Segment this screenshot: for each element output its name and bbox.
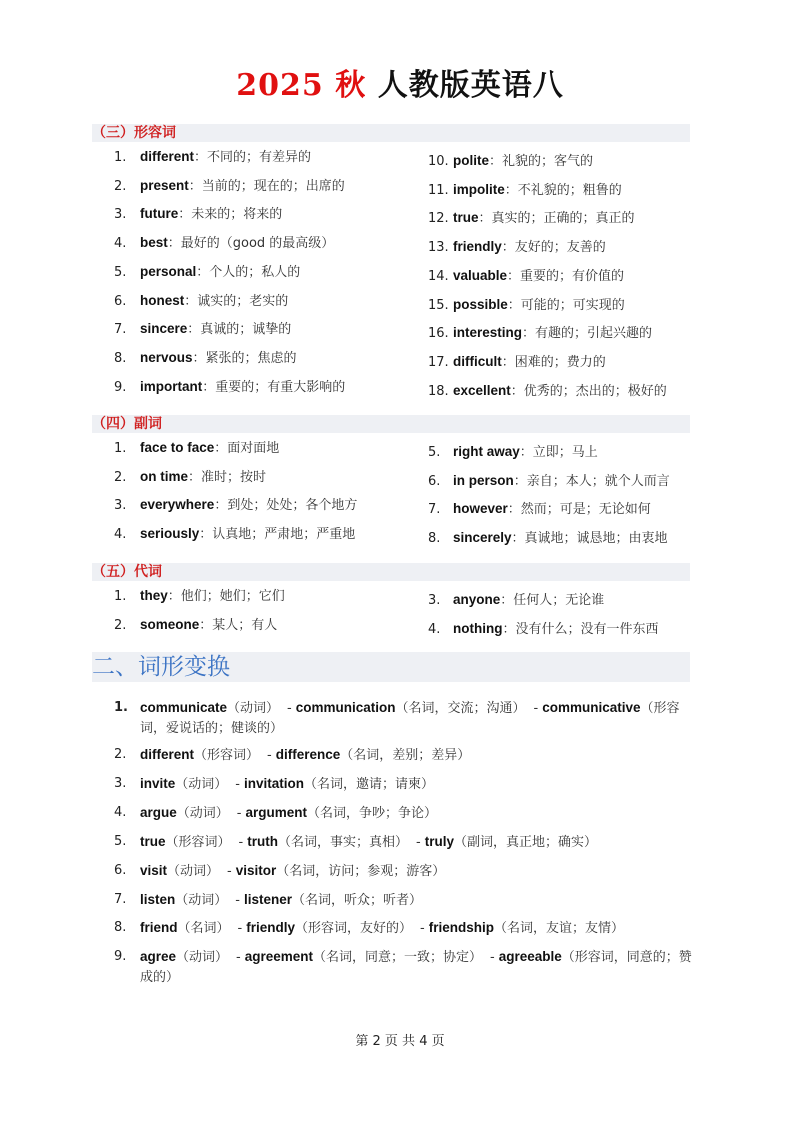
chinese-meaning: ：最好的（good 的最高级） xyxy=(167,236,335,252)
chinese-meaning: ：有趣的；引起兴趣的 xyxy=(522,326,653,342)
word-form: argument xyxy=(245,805,307,820)
part-of-speech-note: （名词，邀请；请柬） xyxy=(303,777,434,792)
english-word: important xyxy=(140,378,203,394)
item-number: 14. xyxy=(428,268,449,284)
item-number: 5. xyxy=(114,834,127,849)
title-main: 人教版英语八 xyxy=(377,68,564,103)
item-number: 5. xyxy=(428,445,441,460)
title-year: 2025 秋 xyxy=(236,68,367,103)
word-form-item xyxy=(114,861,694,882)
word-form: agreeable xyxy=(498,949,562,964)
vocab-item xyxy=(428,180,622,200)
vocab-item xyxy=(114,438,279,458)
chinese-meaning: ：不同的；有差异的 xyxy=(194,150,312,165)
english-word: possible xyxy=(453,296,508,312)
part-of-speech-note: （动词） xyxy=(176,950,229,965)
vocab-item xyxy=(428,151,593,171)
vocab-item xyxy=(428,528,668,548)
part-of-speech-note: （名词，同意；一致；协定） xyxy=(313,950,483,965)
form-separator: - xyxy=(237,921,243,936)
item-number: 12. xyxy=(428,211,449,227)
word-form-body xyxy=(140,890,694,911)
english-word: however xyxy=(453,501,508,517)
word-form: visit xyxy=(140,863,168,878)
word-form: communication xyxy=(295,700,396,715)
item-number: 9. xyxy=(114,949,127,964)
word-form: invite xyxy=(140,776,176,791)
word-form-body xyxy=(140,774,694,795)
english-word: they xyxy=(140,588,168,603)
word-form-body xyxy=(140,861,694,882)
chinese-meaning: ：认真地；严肃地；严重地 xyxy=(199,527,356,543)
english-word: different xyxy=(140,149,194,164)
chinese-meaning: ：真实的；正确的；真正的 xyxy=(478,211,635,227)
item-number: 4. xyxy=(114,805,127,820)
form-separator: - xyxy=(416,835,421,850)
word-form: agreement xyxy=(244,949,314,964)
section-heading-adverbs: （四）副词 xyxy=(92,415,690,433)
vocab-item xyxy=(114,586,285,606)
item-number: 3. xyxy=(114,207,127,223)
part-of-speech-note: （形容词） xyxy=(165,835,231,850)
vocab-item xyxy=(428,442,598,462)
english-word: someone xyxy=(140,616,200,632)
item-number: 2. xyxy=(114,469,127,485)
item-number: 7. xyxy=(114,322,127,338)
word-form: communicative xyxy=(542,700,641,715)
word-form-item xyxy=(114,918,694,939)
item-number: 4. xyxy=(428,621,441,637)
form-separator: - xyxy=(235,893,240,908)
chinese-meaning: ：友好的；友善的 xyxy=(501,240,606,256)
part-of-speech-note: （动词） xyxy=(176,806,229,821)
item-number: 8. xyxy=(428,531,441,547)
item-number: 6. xyxy=(114,293,127,309)
chinese-meaning: ：礼貌的；客气的 xyxy=(489,154,594,169)
vocab-item xyxy=(114,291,288,311)
item-number: 1. xyxy=(114,589,127,604)
english-word: interesting xyxy=(453,325,523,341)
english-word: nothing xyxy=(453,620,503,636)
chinese-meaning: ：优秀的；杰出的；极好的 xyxy=(510,383,667,399)
word-form: listener xyxy=(243,892,293,907)
part-of-speech-note: （名词） xyxy=(177,921,230,936)
english-word: friendly xyxy=(453,239,502,255)
english-word: difficult xyxy=(453,353,502,369)
vocab-item xyxy=(428,619,659,639)
chinese-meaning: ：未来的；将来的 xyxy=(178,207,283,223)
form-separator: - xyxy=(238,835,244,850)
item-number: 2. xyxy=(114,747,127,762)
item-number: 5. xyxy=(114,264,127,280)
part-of-speech-note: （动词） xyxy=(227,701,280,716)
word-form: truly xyxy=(424,834,454,849)
form-separator: - xyxy=(420,921,425,936)
word-form-item xyxy=(114,832,694,853)
vocab-item xyxy=(114,262,300,282)
chinese-meaning: ：困难的；费力的 xyxy=(501,354,606,370)
part-of-speech-note: （形容词，同意的；赞成的） xyxy=(140,950,692,985)
english-word: on time xyxy=(140,468,189,484)
vocab-item xyxy=(114,495,357,515)
word-form-body xyxy=(140,745,694,766)
vocab-item xyxy=(114,147,311,167)
english-word: excellent xyxy=(453,382,511,398)
chinese-meaning: ：当前的；现在的；出席的 xyxy=(188,178,345,194)
english-word: true xyxy=(453,210,479,226)
chinese-meaning: ：重要的；有价值的 xyxy=(507,268,625,284)
item-number: 1. xyxy=(114,150,127,165)
vocab-item xyxy=(428,295,625,315)
item-number: 15. xyxy=(428,297,449,313)
vocab-item xyxy=(428,237,606,257)
form-separator: - xyxy=(227,864,232,879)
item-number: 1. xyxy=(114,700,128,715)
part-of-speech-note: （动词） xyxy=(175,893,228,908)
english-word: sincere xyxy=(140,321,188,337)
vocab-item xyxy=(114,524,355,544)
part-of-speech-note: （名词，友谊；友情） xyxy=(493,921,624,936)
word-form: friendly xyxy=(246,920,295,935)
chinese-meaning: ：然而；可是；无论如何 xyxy=(507,502,651,518)
word-form: friend xyxy=(140,920,178,935)
part-of-speech-note: （名词，事实；真相） xyxy=(277,835,408,850)
section-heading-word-forms: 二、词形变换 xyxy=(92,652,690,682)
chinese-meaning: ：没有什么；没有一件东西 xyxy=(502,621,659,637)
part-of-speech-note: （名词，听众；听者） xyxy=(292,893,423,908)
vocab-item xyxy=(428,381,667,401)
english-word: polite xyxy=(453,153,489,168)
item-number: 4. xyxy=(114,527,127,543)
word-form-item xyxy=(114,774,694,795)
word-form: different xyxy=(140,747,194,762)
english-word: anyone xyxy=(453,592,501,607)
item-number: 6. xyxy=(114,863,127,878)
chinese-meaning: ：亲自；本人；就个人而言 xyxy=(513,473,670,489)
chinese-meaning: ：可能的；可实现的 xyxy=(507,297,625,313)
form-separator: - xyxy=(267,748,272,763)
part-of-speech-note: （名词，争吵；争论） xyxy=(307,806,438,821)
chinese-meaning: ：准时；按时 xyxy=(188,469,267,485)
word-form-body xyxy=(140,803,694,824)
word-form-body xyxy=(140,832,694,853)
form-separator: - xyxy=(490,950,495,965)
vocab-item xyxy=(428,499,651,519)
chinese-meaning: ：真诚的；诚挚的 xyxy=(187,322,292,338)
chinese-meaning: ：诚实的；老实的 xyxy=(184,293,289,309)
document-title xyxy=(0,60,800,104)
word-form-item xyxy=(114,745,694,766)
part-of-speech-note: （形容词，爱说话的；健谈的） xyxy=(140,701,680,736)
vocab-item xyxy=(428,590,604,610)
english-word: best xyxy=(140,235,168,251)
chinese-meaning: ：重要的；有重大影响的 xyxy=(202,379,346,395)
part-of-speech-note: （动词） xyxy=(175,777,228,792)
word-form: true xyxy=(140,834,166,849)
english-word: in person xyxy=(453,472,514,488)
item-number: 4. xyxy=(114,236,127,252)
item-number: 9. xyxy=(114,379,127,395)
item-number: 3. xyxy=(114,776,127,791)
part-of-speech-note: （形容词，友好的） xyxy=(295,921,413,936)
chinese-meaning: ：面对面地 xyxy=(214,441,280,456)
part-of-speech-note: （动词） xyxy=(167,864,220,879)
english-word: valuable xyxy=(453,267,508,283)
english-word: impolite xyxy=(453,181,505,197)
chinese-meaning: ：立即；马上 xyxy=(519,445,598,460)
item-number: 18. xyxy=(428,383,449,399)
vocab-item xyxy=(114,176,345,196)
word-form-body xyxy=(140,698,694,739)
word-form: communicate xyxy=(140,700,228,715)
word-form: friendship xyxy=(428,920,494,935)
chinese-meaning: ：某人；有人 xyxy=(199,617,278,633)
vocab-item xyxy=(114,233,334,253)
word-form-item xyxy=(114,803,694,824)
english-word: sincerely xyxy=(453,530,512,546)
word-form-body xyxy=(140,947,694,988)
item-number: 8. xyxy=(114,920,127,935)
vocab-item xyxy=(114,467,266,487)
form-separator: - xyxy=(287,701,292,716)
english-word: future xyxy=(140,206,179,222)
english-word: face to face xyxy=(140,440,215,455)
vocab-item xyxy=(114,615,277,635)
word-form: visitor xyxy=(235,863,277,878)
chinese-meaning: ：紧张的；焦虑的 xyxy=(192,350,297,366)
section-heading-adjectives: （三）形容词 xyxy=(92,124,690,142)
english-word: seriously xyxy=(140,526,200,542)
english-word: everywhere xyxy=(140,497,215,513)
part-of-speech-note: （名词，访问；参观；游客） xyxy=(276,864,446,879)
item-number: 2. xyxy=(114,178,127,194)
item-number: 1. xyxy=(114,441,127,456)
item-number: 3. xyxy=(428,593,441,608)
item-number: 7. xyxy=(114,892,127,907)
vocab-item xyxy=(114,204,282,224)
part-of-speech-note: （副词，真正地；确实） xyxy=(453,835,597,850)
item-number: 2. xyxy=(114,617,127,633)
chinese-meaning: ：他们；她们；它们 xyxy=(167,589,285,604)
form-separator: - xyxy=(236,950,241,965)
chinese-meaning: ：任何人；无论谁 xyxy=(500,593,605,608)
part-of-speech-note: （形容词） xyxy=(194,748,260,763)
item-number: 10. xyxy=(428,154,449,169)
english-word: nervous xyxy=(140,349,193,365)
item-number: 8. xyxy=(114,350,127,366)
word-form: agree xyxy=(140,949,177,964)
item-number: 6. xyxy=(428,473,441,489)
english-word: personal xyxy=(140,263,197,279)
word-form: truth xyxy=(247,834,278,849)
word-form: listen xyxy=(140,892,176,907)
english-word: right away xyxy=(453,444,520,459)
form-separator: - xyxy=(533,701,539,716)
item-number: 13. xyxy=(428,240,449,256)
word-form-item xyxy=(114,698,694,739)
section-heading-pronouns: （五）代词 xyxy=(92,563,690,581)
word-form-item xyxy=(114,890,694,911)
part-of-speech-note: （名词，交流；沟通） xyxy=(395,701,526,716)
item-number: 16. xyxy=(428,326,449,342)
vocab-item xyxy=(114,319,291,339)
word-form: invitation xyxy=(243,776,304,791)
word-form-item xyxy=(114,947,694,988)
vocab-item xyxy=(114,377,345,397)
vocab-item xyxy=(114,348,297,368)
vocab-item xyxy=(428,471,670,491)
chinese-meaning: ：到处；处处；各个地方 xyxy=(214,498,358,514)
item-number: 3. xyxy=(114,498,127,514)
word-form: difference xyxy=(275,747,341,762)
item-number: 17. xyxy=(428,354,449,370)
english-word: honest xyxy=(140,292,185,308)
chinese-meaning: ：不礼貌的；粗鲁的 xyxy=(504,182,622,198)
english-word: present xyxy=(140,177,189,193)
form-separator: - xyxy=(236,806,242,821)
vocab-item xyxy=(428,323,652,343)
vocab-item xyxy=(428,208,635,228)
item-number: 11. xyxy=(428,182,449,198)
vocab-item xyxy=(428,266,624,286)
item-number: 7. xyxy=(428,502,441,518)
word-form: argue xyxy=(140,805,177,820)
page-footer: 第 2 页 共 4 页 xyxy=(355,1034,445,1049)
chinese-meaning: ：真诚地；诚恳地；由衷地 xyxy=(511,531,668,547)
chinese-meaning: ：个人的；私人的 xyxy=(196,264,301,280)
word-form-body xyxy=(140,918,694,939)
vocab-item xyxy=(428,352,606,372)
part-of-speech-note: （名词，差别；差异） xyxy=(340,748,471,763)
form-separator: - xyxy=(235,777,240,792)
